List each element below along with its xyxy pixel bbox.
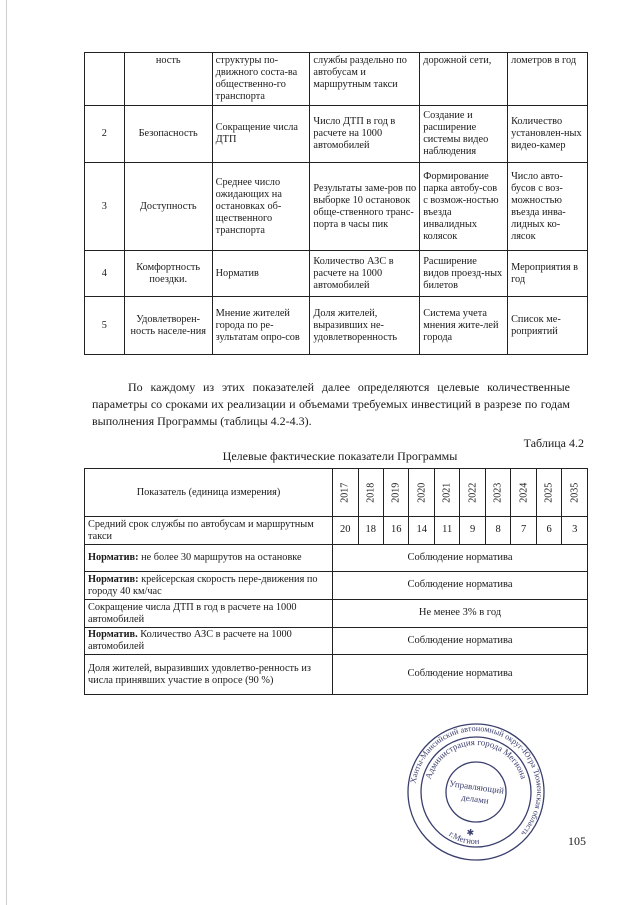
indicator-cell: Количество АЗС в расчете на 1000 автомобилей <box>310 251 420 297</box>
row-number: 5 <box>85 297 125 355</box>
table-row <box>85 572 588 600</box>
indicator-cell: Количество установлен-ных видео-камер <box>508 106 588 163</box>
value-cell: 14 <box>409 517 434 545</box>
indicator-cell: Результаты заме-ров по выборке 10 остановок обще-ственного транс-порта в часы пик <box>310 163 420 251</box>
table-row <box>85 545 588 572</box>
body-paragraph: По каждому из этих показателей далее определяются целевые количественные параметры со сроками их реализации и объемами требуемых инвестиций в разрезе по годам выполнения Программы (таблицы 4.2-4.3). <box>92 380 570 428</box>
indicator-cell: Сокращение числа ДТП <box>212 106 310 163</box>
page-edge <box>6 0 7 905</box>
stamp-center-line2: делами <box>460 792 490 806</box>
year-header: 2035 <box>568 482 580 503</box>
year-header: 2022 <box>466 482 478 503</box>
table-row <box>85 106 588 163</box>
stamp-center-line1: Управляющий <box>448 778 505 796</box>
table-row <box>85 53 588 106</box>
value-cell: Соблюдение норматива <box>333 655 588 695</box>
indicator-cell: Мнение жителей города по ре-зультатам опро-сов <box>212 297 310 355</box>
value-cell: Соблюдение норматива <box>333 545 588 572</box>
value-cell: 7 <box>511 517 536 545</box>
official-stamp <box>406 722 546 862</box>
table-row <box>85 600 588 628</box>
indicator-text: Количество АЗС в расчете на 1000 автомобилей <box>88 629 292 652</box>
table-row <box>85 628 588 655</box>
table-row <box>85 655 588 695</box>
indicator-cell: Среднее число ожидающих на остановках об-щественного транспорта <box>212 163 310 251</box>
indicator-cell: службы раздельно по автобусам и маршрутным такси <box>310 53 420 106</box>
indicators-table <box>84 52 588 355</box>
value-cell: 18 <box>358 517 383 545</box>
indicator-cell: Число авто-бусов с воз-можностью въезда инва-лидных ко-лясок <box>508 163 588 251</box>
value-cell: 9 <box>460 517 485 545</box>
indicator-cell: структуры по-движного соста-ва общественно-го транспорта <box>212 53 310 106</box>
indicator-cell: Средний срок службы по автобусам и маршрутным такси <box>85 517 333 545</box>
year-header: 2019 <box>390 482 402 503</box>
table-row <box>85 163 588 251</box>
row-number <box>85 53 125 106</box>
indicator-cell: Число ДТП в год в расчете на 1000 автомобилей <box>310 106 420 163</box>
indicator-bold-label: Норматив: <box>88 552 139 564</box>
row-number: 4 <box>85 251 125 297</box>
indicator-cell: Создание и расширение системы видео наблюдения <box>420 106 508 163</box>
table-title: Целевые фактические показатели Программы <box>222 449 458 463</box>
year-header: 2017 <box>339 482 351 503</box>
indicator-cell: лометров в год <box>508 53 588 106</box>
indicator-text: не более 30 маршрутов на остановке <box>138 552 302 564</box>
indicator-cell <box>85 572 333 600</box>
indicator-bold-label: Норматив: <box>88 573 139 585</box>
indicator-bold-label: Норматив. <box>88 629 138 641</box>
indicator-name: Удовлетворен-ность населе-ния <box>124 297 212 355</box>
table-row <box>85 251 588 297</box>
indicator-text: крейсерская скорость пере-движения по городу 40 км/час <box>88 573 318 597</box>
page-number: 105 <box>568 834 586 848</box>
indicator-name: Доступность <box>124 163 212 251</box>
value-cell: 8 <box>485 517 510 545</box>
year-header: 2020 <box>415 482 427 503</box>
value-cell: 20 <box>333 517 358 545</box>
row-number: 3 <box>85 163 125 251</box>
table-label: Таблица 4.2 <box>523 436 584 450</box>
indicator-cell: Норматив <box>212 251 310 297</box>
stamp-outer-text: Ханты-Мансийский автономный округ-Югра Тюменская область <box>408 723 545 838</box>
stamp-city-text: г.Мегион <box>447 828 480 846</box>
indicator-cell: Система учета мнения жите-лей города <box>420 297 508 355</box>
year-header: 2025 <box>543 482 555 503</box>
year-header: 2021 <box>441 482 453 503</box>
value-cell: 6 <box>536 517 561 545</box>
target-indicators-table <box>84 468 588 695</box>
indicator-cell <box>85 628 333 655</box>
value-cell: Не менее 3% в год <box>333 600 588 628</box>
indicator-cell: Доля жителей, выразивших не-удовлетворенность <box>310 297 420 355</box>
value-cell: Соблюдение норматива <box>333 572 588 600</box>
indicator-header: Показатель (единица измерения) <box>85 469 333 517</box>
year-header: 2023 <box>492 482 504 503</box>
row-number: 2 <box>85 106 125 163</box>
indicator-cell: Расширение видов проезд-ных билетов <box>420 251 508 297</box>
indicator-cell: Список ме-роприятий <box>508 297 588 355</box>
table-row <box>85 297 588 355</box>
year-header: 2024 <box>517 482 529 503</box>
table-row <box>85 517 588 545</box>
stamp-star-icon: ✱ <box>465 827 475 839</box>
stamp-inner-text: Администрация города Мегиона <box>422 736 529 781</box>
indicator-cell: дорожной сети, <box>420 53 508 106</box>
indicator-name: Безопасность <box>124 106 212 163</box>
value-cell: 11 <box>434 517 459 545</box>
indicator-cell: Сокращение числа ДТП в год в расчете на 1000 автомобилей <box>85 600 333 628</box>
value-cell: 16 <box>383 517 408 545</box>
indicator-name: Комфортность поездки. <box>124 251 212 297</box>
indicator-cell: Мероприятия в год <box>508 251 588 297</box>
indicator-cell <box>85 545 333 572</box>
indicator-name: ность <box>124 53 212 106</box>
indicator-cell: Доля жителей, выразивших удовлетво-ренность из числа принявших участие в опросе (90 %) <box>85 655 333 695</box>
table-header-row <box>85 469 588 517</box>
value-cell: 3 <box>562 517 588 545</box>
year-header: 2018 <box>364 482 376 503</box>
indicator-cell: Формирование парка автобу-сов с возмож-ностью въезда инвалидных колясок <box>420 163 508 251</box>
value-cell: Соблюдение норматива <box>333 628 588 655</box>
